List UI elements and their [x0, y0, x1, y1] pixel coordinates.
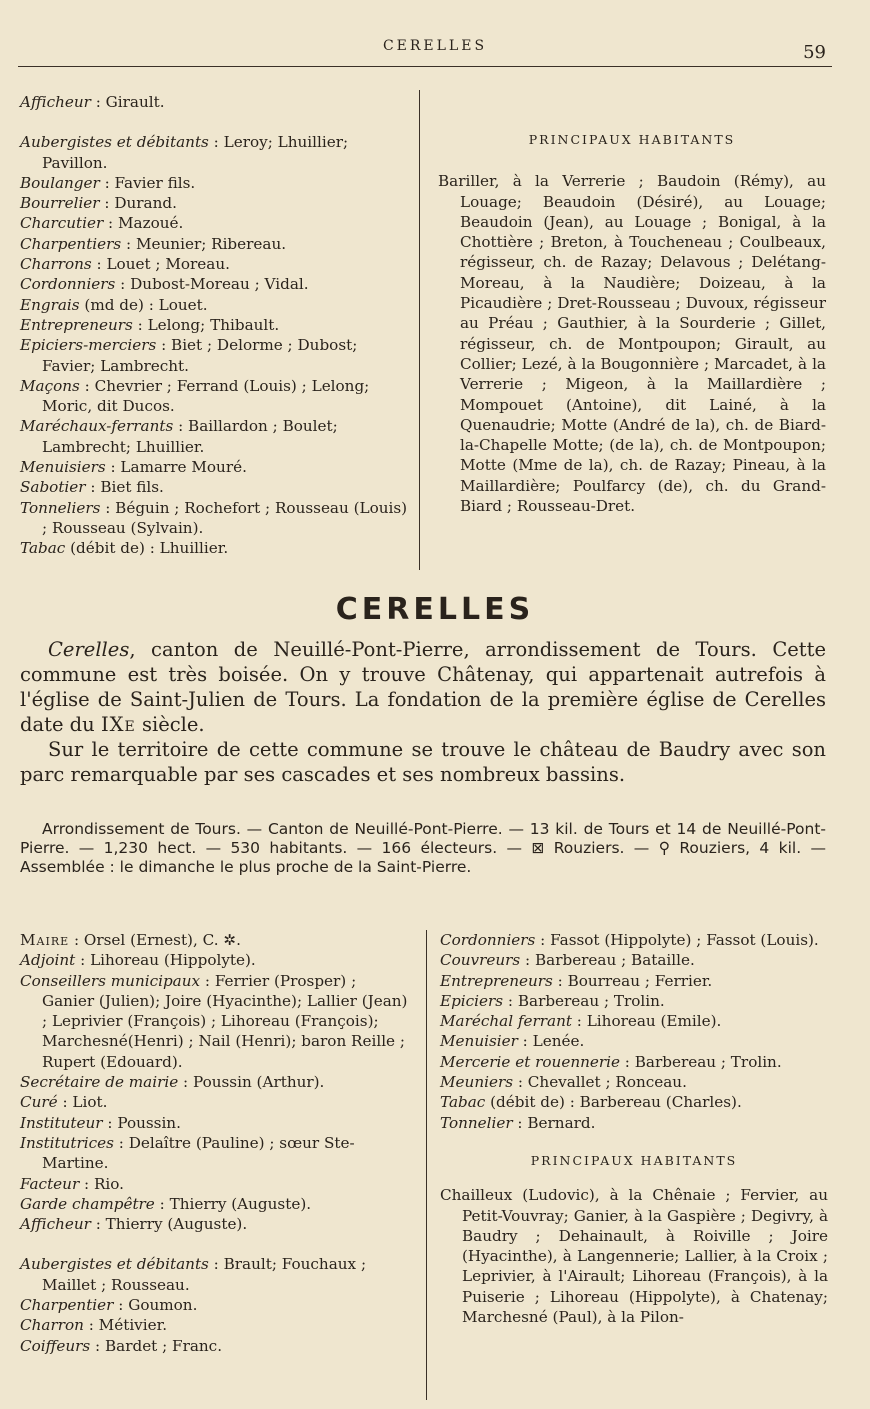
directory-entry: [20, 213, 408, 233]
entry-text: : Brault; Fouchaux ; Maillet ; Rousseau.: [42, 1255, 367, 1294]
directory-entry: [20, 1336, 408, 1356]
previous-commune-trades: [20, 92, 408, 559]
directory-entry: [440, 1011, 828, 1031]
directory-entry: [440, 1052, 828, 1072]
directory-entry: [20, 498, 408, 539]
directory-entry: [20, 1254, 408, 1295]
entry-label: Charpentiers: [20, 234, 122, 253]
entry-label: Maçons: [20, 376, 80, 395]
directory-entry: [20, 234, 408, 254]
entry-label: Maire: [20, 931, 70, 949]
previous-commune-inhabitants: [438, 130, 826, 532]
entry-label: Curé: [20, 1093, 58, 1112]
entry-text: : Béguin ; Rochefort ; Rousseau (Louis) ; Rousseau (Sylvain).: [42, 498, 408, 537]
directory-entry: [20, 92, 408, 112]
commune-description: [20, 637, 826, 787]
entry-label: Maréchaux-ferrants: [20, 417, 174, 436]
directory-entry: [20, 457, 408, 477]
entry-label: Tonnelier: [440, 1113, 513, 1132]
directory-entry: [20, 295, 408, 315]
entry-text: : Chevallet ; Ronceau.: [513, 1073, 687, 1092]
entry-text: : Goumon.: [113, 1296, 198, 1315]
post-office-icon: ⊠: [531, 839, 545, 857]
entry-text: : Dubost-Moreau ; Vidal.: [115, 275, 309, 294]
entry-label: Adjoint: [20, 951, 76, 970]
directory-entry: [20, 1315, 408, 1335]
entry-label: Aubergistes et débitants: [20, 133, 209, 152]
entry-label: Entrepreneurs: [20, 315, 133, 334]
directory-entry: [20, 274, 408, 294]
entry-label: Afficheur: [20, 1215, 91, 1234]
entry-label: Sabotier: [20, 478, 86, 497]
directory-entry: [440, 991, 828, 1011]
commune-trades: [440, 930, 828, 1133]
directory-entry: [440, 930, 828, 950]
entry-text: : Baillardon ; Boulet; Lambrecht; Lhuillier.: [42, 417, 338, 456]
entry-text: : Favier fils.: [99, 173, 196, 192]
directory-entry: [20, 416, 408, 457]
directory-entry: [20, 254, 408, 274]
entry-label: Epiciers: [440, 991, 504, 1010]
entry-label: Charron: [20, 1316, 84, 1335]
directory-entry: [440, 950, 828, 970]
entry-gap: [20, 112, 408, 132]
entry-text: : Liot.: [57, 1093, 108, 1112]
entry-text: : Louet ; Moreau.: [91, 255, 230, 274]
entry-label: Cordonniers: [440, 931, 536, 949]
entry-text: : Thierry (Auguste).: [154, 1194, 312, 1213]
inhabitants-heading-2: PRINCIPAUX HABITANTS: [530, 1152, 738, 1168]
entry-label: Coiffeurs: [20, 1336, 91, 1355]
entry-label: Instituteur: [20, 1113, 103, 1132]
entry-text: : Biet fils.: [85, 478, 164, 497]
stats-text-b: Rouziers. —: [544, 839, 659, 857]
entry-label: Boulanger: [20, 173, 100, 192]
directory-entry: [20, 1113, 408, 1133]
entry-label: Meuniers: [440, 1073, 514, 1092]
column-divider-bottom: [426, 930, 427, 1400]
entry-label: Charrons: [20, 255, 92, 274]
commune-title: CERELLES: [335, 592, 535, 627]
description-text: , canton de Neuillé-Pont-Pierre, arrondissement de Tours. Cette commune est très boisée. On y trouve Châtenay, qui appartenait autrefois à l'église de Saint-Julien de Tours. La fondation de la première église de Cerelles date du: [20, 638, 826, 736]
commune-trades-and-inhabitants: [440, 930, 828, 1327]
directory-entry: [20, 1174, 408, 1194]
entry-label: Facteur: [20, 1174, 80, 1193]
entry-label: Secrétaire de mairie: [20, 1073, 179, 1092]
directory-entry: [20, 1214, 408, 1234]
entry-label: Bourrelier: [20, 194, 100, 213]
entry-text: (débit de) : Barbereau (Charles).: [485, 1093, 742, 1112]
directory-entry: [20, 173, 408, 193]
entry-text: : Lamarre Mouré.: [105, 458, 247, 477]
entry-label: Charcutier: [20, 214, 104, 233]
stats-text-c: Rouziers, 4 kil. — Assemblée : le dimanche le plus proche de la Saint-Pierre.: [20, 839, 826, 876]
entry-text: : Leroy; Lhuillier; Pavillon.: [42, 133, 349, 172]
entry-label: Aubergistes et débitants: [20, 1255, 209, 1274]
entry-text: : Poussin.: [102, 1113, 181, 1132]
entry-label: Cordonniers: [20, 275, 116, 294]
entry-text: (débit de) : Lhuillier.: [65, 539, 229, 558]
entry-label: Afficheur: [20, 93, 91, 111]
running-head: CERELLES: [382, 38, 488, 54]
entry-label: Epiciers-merciers: [20, 336, 157, 355]
entry-text: : Girault.: [90, 93, 165, 111]
header-rule: [18, 66, 832, 67]
entry-text: : Bourreau ; Ferrier.: [552, 971, 713, 990]
directory-entry: [20, 132, 408, 173]
directory-entry: [20, 477, 408, 497]
inhabitants-list-2: Chailleux (Ludovic), à la Chênaie ; Fervier, au Petit-Vouvray; Ganier, à la Gaspière ; Degivry, à Baudry ; Dehainault, à Roiville ; Joire (Hyacinthe), à Langennerie; Lallier, à la Croix ; Leprivier, à l'Airault; Lihoreau (François), à la Puiserie ; Lihoreau (Hippolyte), à Chatenay; Marchesné (Paul), à la Pilon-: [440, 1186, 828, 1327]
entry-text: : Rio.: [79, 1174, 124, 1193]
directory-entry: [440, 971, 828, 991]
entry-label: Mercerie et rouennerie: [440, 1052, 620, 1071]
entry-text: : Métivier.: [83, 1316, 168, 1335]
entry-text: : Durand.: [99, 194, 177, 213]
entry-label: Menuisier: [440, 1032, 518, 1051]
commune-statistics: [20, 820, 826, 877]
commune-name: Cerelles: [48, 638, 130, 661]
entry-label: Engrais: [20, 295, 80, 314]
entry-text: (md de) : Louet.: [79, 295, 208, 314]
entry-text: : Bardet ; Franc.: [90, 1336, 223, 1355]
entry-text: : Barbereau ; Bataille.: [520, 951, 695, 970]
entry-text: : Meunier; Ribereau.: [121, 234, 287, 253]
commune-officials: [20, 930, 408, 1356]
entry-label: Menuisiers: [20, 458, 106, 477]
directory-entry: [440, 1072, 828, 1092]
entry-label: Tabac: [20, 539, 66, 558]
entry-gap: [20, 1234, 408, 1254]
directory-entry: [20, 193, 408, 213]
directory-entry: [440, 1113, 828, 1133]
entry-label: Garde champêtre: [20, 1194, 155, 1213]
entry-text: : Chevrier ; Ferrand (Louis) ; Lelong; Moric, dit Ducos.: [42, 376, 370, 416]
entry-text: : Delaître (Pauline) ; sœur Ste-Martine.: [42, 1133, 355, 1173]
entry-text: : Lihoreau (Hippolyte).: [75, 951, 256, 970]
directory-entry: [20, 1092, 408, 1112]
directory-entry: [440, 1092, 828, 1112]
entry-text: : Lihoreau (Emile).: [571, 1012, 722, 1031]
entry-text: : Bernard.: [512, 1113, 596, 1132]
entry-label: Tabac: [440, 1093, 486, 1112]
entry-label: Tonneliers: [20, 498, 101, 517]
directory-entry: [20, 335, 408, 376]
page-number: 59: [803, 42, 826, 63]
century-numeral: IXe: [100, 713, 136, 736]
directory-entry: [20, 971, 408, 1072]
entry-text: : Biet ; Delorme ; Dubost; Favier; Lambrecht.: [42, 336, 358, 375]
entry-text: : Barbereau ; Trolin.: [619, 1052, 782, 1071]
stats-text-a: Arrondissement de Tours. — Canton de Neuillé-Pont-Pierre. — 13 kil. de Tours et 14 de Neuillé-Pont-Pierre. — 1,230 hect. — 530 habitants. — 166 électeurs. —: [20, 820, 826, 857]
entry-text: : Lenée.: [517, 1032, 585, 1051]
entry-text: : Barbereau ; Trolin.: [503, 991, 665, 1010]
directory-entry: [20, 1295, 408, 1315]
entry-label: Couvreurs: [440, 951, 521, 970]
telegraph-icon: ⚲: [658, 839, 670, 857]
directory-entry: [20, 1194, 408, 1214]
description-paragraph-2: Sur le territoire de cette commune se trouve le château de Baudry avec son parc remarquable par ses cascades et ses nombreux bassins.: [20, 738, 826, 786]
inhabitants-heading: PRINCIPAUX HABITANTS: [528, 132, 736, 147]
entry-label: Maréchal ferrant: [440, 1012, 572, 1031]
directory-entry: [20, 1072, 408, 1092]
entry-text: : Mazoué.: [103, 214, 184, 233]
directory-entry: [20, 950, 408, 970]
entry-label: Institutrices: [20, 1133, 114, 1152]
entry-label: Charpentier: [20, 1296, 114, 1315]
directory-entry: [440, 1031, 828, 1051]
column-divider-top: [419, 90, 420, 570]
inhabitants-list: Bariller, à la Verrerie ; Baudoin (Rémy), au Louage; Beaudoin (Désiré), au Louage; Beaudoin (Jean), au Louage ; Bonigal, à la Chottière ; Breton, à Toucheneau ; Coulbeaux, régisseur, ch. de Razay; Delavous ; Delétang-Moreau, à la Naudière; Doizeau, à la Picaudière ; Dret-Rousseau ; Duvoux, régisseur au Préau ; Gauthier, à la Sourderie ; Gillet, régisseur, ch. de Montpoupon; Girault, au Collier; Lezé, à la Bougonnière ; Marcadet, à la Verrerie ; Migeon, à la Maillardière ; Mompouet (Antoine), dit Lainé, à la Quenaudrie; Motte (André de la), ch. de Biard-la-Chapelle Motte; (de la), ch. de Montpoupon; Motte (Mme de la), ch. de Razay; Pineau, à la Maillardière; Poulfarcy (de), ch. du Grand-Biard ; Rousseau-Dret.: [438, 172, 826, 516]
directory-entry: [20, 538, 408, 558]
entry-label: Entrepreneurs: [440, 971, 553, 990]
directory-entry: [20, 930, 408, 950]
description-end: siècle.: [135, 713, 205, 736]
directory-entry: [20, 1133, 408, 1174]
entry-text: : Thierry (Auguste).: [90, 1215, 248, 1234]
entry-text: : Poussin (Arthur).: [178, 1073, 325, 1092]
entry-label: Conseillers municipaux: [20, 971, 201, 990]
entry-text: : Ferrier (Prosper) ; Ganier (Julien); Joire (Hyacinthe); Lallier (Jean) ; Leprivier (François) ; Lihoreau (François); Marchesné(Henri) ; Nail (Henri); baron Reille ; Rupert (Edouard).: [42, 971, 408, 1071]
entry-text: : Orsel (Ernest), C. ✲.: [69, 931, 241, 949]
entry-text: : Fassot (Hippolyte) ; Fassot (Louis).: [535, 931, 819, 949]
directory-entry: [20, 315, 408, 335]
entry-text: : Lelong; Thibault.: [132, 315, 280, 334]
directory-entry: [20, 376, 408, 417]
